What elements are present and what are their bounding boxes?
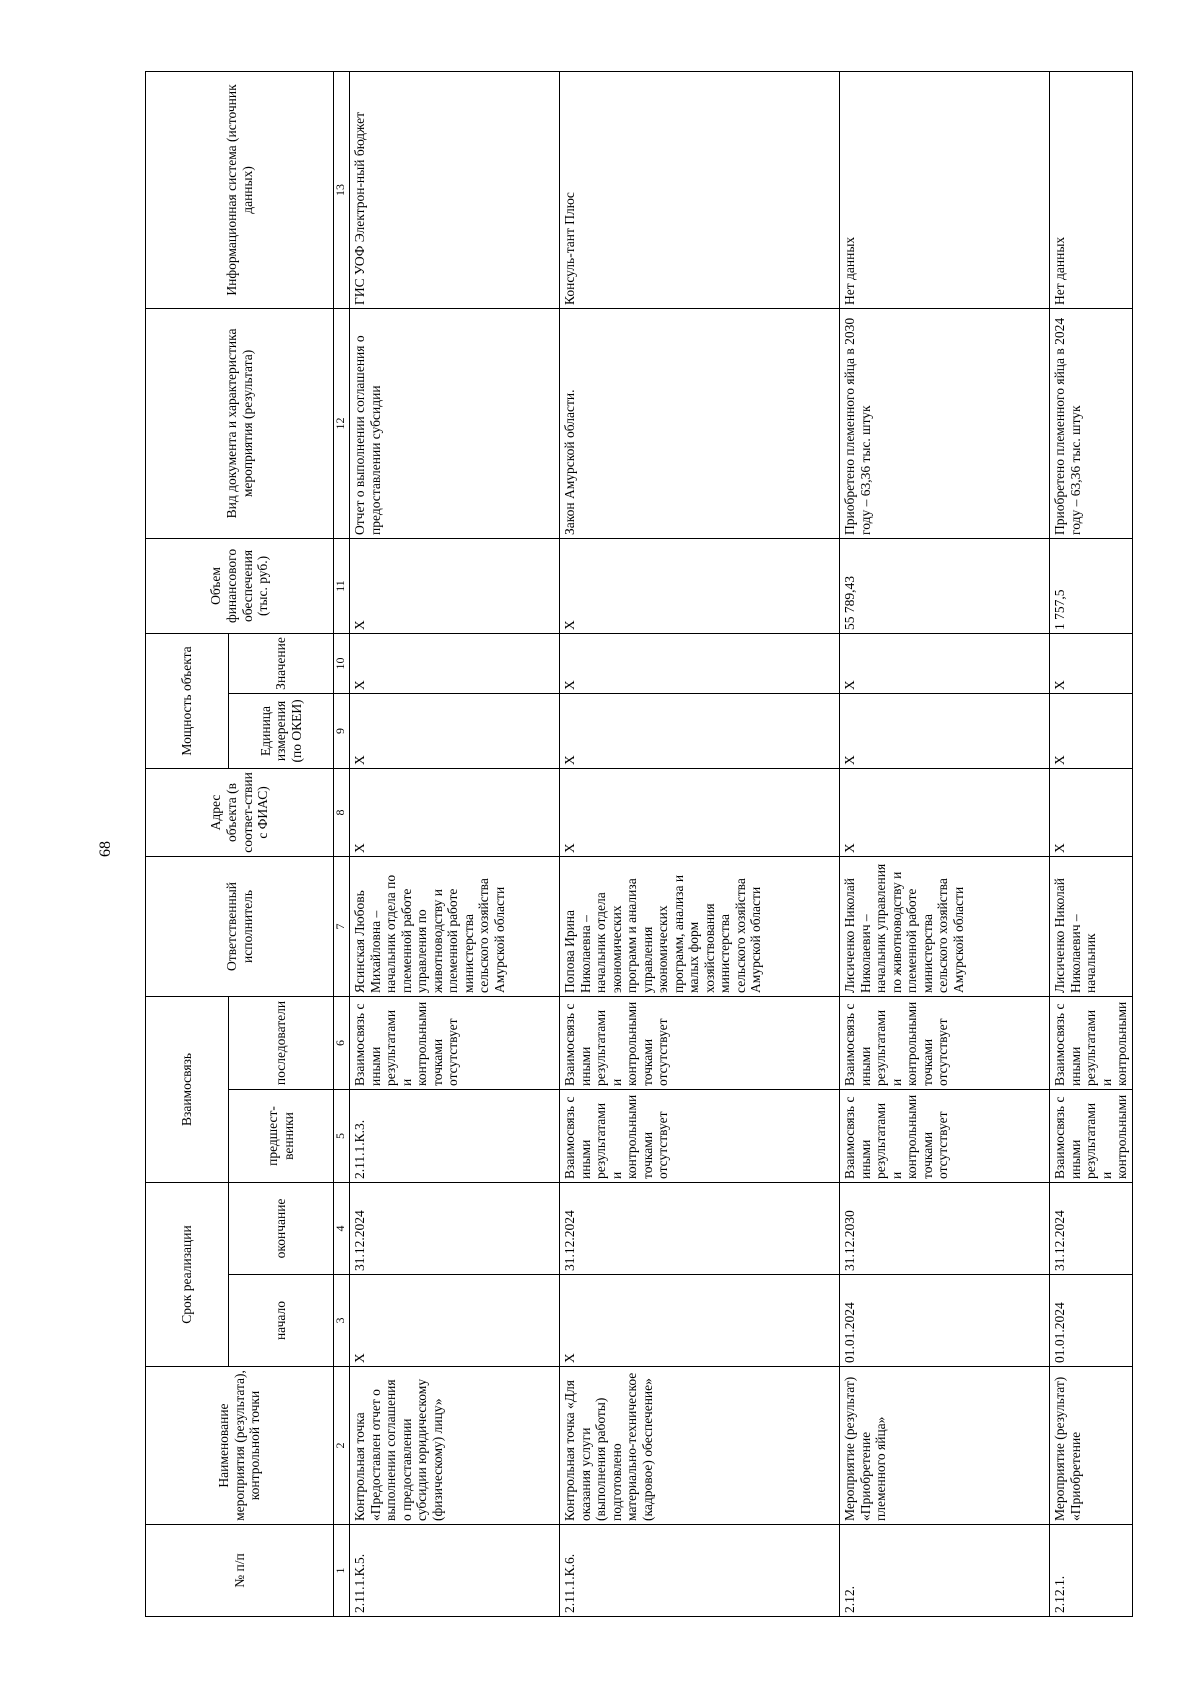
cell-resp: Попова Ирина Николаевна – начальник отдела экономических программ и анализа управления экономических программ, анализа и малых форм хозяйствования министерства сельского хозяйства Амурской области — [560, 856, 840, 996]
cell-num: 2.12.1. — [1050, 1525, 1133, 1617]
header-doc: Вид документа и характеристика мероприятия (результата) — [146, 308, 334, 538]
cell-num: 2.12. — [840, 1525, 1050, 1617]
table-row — [1050, 71, 1133, 1616]
cell-val: X — [840, 633, 1050, 693]
col-num: 8 — [334, 768, 350, 856]
header-power: Мощность объекта — [146, 633, 229, 768]
cell-info: Нет данных — [1050, 71, 1133, 308]
col-num: 10 — [334, 633, 350, 693]
cell-info: Нет данных — [840, 71, 1050, 308]
cell-resp: Лисиченко Николай Николаевич – начальник — [1050, 856, 1133, 996]
header-num: № п/п — [146, 1525, 334, 1617]
activities-table — [145, 71, 1133, 1617]
cell-next: Взаимосвязь с иными результатами и контрольными точками отсутствует — [560, 996, 840, 1089]
cell-end: 31.12.2024 — [1050, 1182, 1133, 1274]
header-power-val: Значение — [229, 633, 334, 693]
cell-info: Консуль-тант Плюс — [560, 71, 840, 308]
header-link: Взаимосвязь — [146, 996, 229, 1182]
landscape-table-area — [145, 72, 1130, 1617]
col-num: 2 — [334, 1367, 350, 1525]
cell-info: ГИС УОФ Электрон-ный бюджет — [350, 71, 560, 308]
column-number-row — [334, 71, 350, 1616]
col-num: 7 — [334, 856, 350, 996]
col-num: 12 — [334, 308, 350, 538]
cell-val: X — [350, 633, 560, 693]
header-row-1 — [146, 71, 229, 1616]
cell-fin: X — [560, 538, 840, 633]
cell-next: Взаимосвязь с иными результатами и контрольными точками отсутствует — [840, 996, 1050, 1089]
header-addr: Адрес объекта (в соответ-ствии с ФИАС) — [146, 768, 334, 856]
header-power-unit: Единица измерения (по ОКЕИ) — [229, 693, 334, 768]
col-num: 1 — [334, 1525, 350, 1617]
cell-addr: X — [560, 768, 840, 856]
cell-addr: X — [350, 768, 560, 856]
cell-end: 31.12.2024 — [560, 1182, 840, 1274]
cell-name: Мероприятие (результат) «Приобретение племенного яйца» — [840, 1367, 1050, 1525]
header-link-prev: предшест-венники — [229, 1089, 334, 1182]
cell-fin: 1 757,5 — [1050, 538, 1133, 633]
cell-resp: Ясинская Любовь Михайловна – начальник отдела по племенной работе управления по животноводству и племенной работе министерства сельского хозяйства Амурской области — [350, 856, 560, 996]
cell-val: X — [560, 633, 840, 693]
cell-resp: Лисиченко Николай Николаевич – начальник управления по животноводству и племенной работе министерства сельского хозяйства Амурской области — [840, 856, 1050, 996]
col-num: 4 — [334, 1182, 350, 1274]
col-num: 3 — [334, 1275, 350, 1367]
header-term-end: окончание — [229, 1182, 334, 1274]
cell-doc: Отчет о выполнении соглашения о предоставлении субсидии — [350, 308, 560, 538]
page-number: 68 — [97, 841, 114, 857]
cell-prev: 2.11.1.К.3. — [350, 1089, 560, 1182]
cell-unit: X — [840, 693, 1050, 768]
col-num: 11 — [334, 538, 350, 633]
cell-doc: Приобретено племенного яйца в 2030 году – 63,36 тыс. штук — [840, 308, 1050, 538]
cell-name: Мероприятие (результат) «Приобретение — [1050, 1367, 1133, 1525]
cell-next: Взаимосвязь с иными результатами и контрольными — [1050, 996, 1133, 1089]
cell-addr: X — [1050, 768, 1133, 856]
cell-unit: X — [350, 693, 560, 768]
col-num: 13 — [334, 71, 350, 308]
cell-unit: X — [560, 693, 840, 768]
cell-start: X — [560, 1275, 840, 1367]
col-num: 9 — [334, 693, 350, 768]
cell-val: X — [1050, 633, 1133, 693]
cell-addr: X — [840, 768, 1050, 856]
cell-doc: Приобретено племенного яйца в 2024 году – 63,36 тыс. штук — [1050, 308, 1133, 538]
cell-start: 01.01.2024 — [840, 1275, 1050, 1367]
cell-fin: 55 789,43 — [840, 538, 1050, 633]
cell-name: Контрольная точка «Для оказания услуги (выполнения работы) подготовлено материально-техническое (кадровое) обеспечение» — [560, 1367, 840, 1525]
cell-prev: Взаимосвязь с иными результатами и контрольными — [1050, 1089, 1133, 1182]
cell-next: Взаимосвязь с иными результатами и контрольными точками отсутствует — [350, 996, 560, 1089]
cell-end: 31.12.2024 — [350, 1182, 560, 1274]
cell-end: 31.12.2030 — [840, 1182, 1050, 1274]
header-name: Наименование мероприятия (результата), контрольной точки — [146, 1367, 334, 1525]
header-fin: Объем финансового обеспечения (тыс. руб.) — [146, 538, 334, 633]
header-info: Информационная система (источник данных) — [146, 71, 334, 308]
header-term: Срок реализации — [146, 1182, 229, 1366]
header-link-next: последователи — [229, 996, 334, 1089]
cell-num: 2.11.1.К.6. — [560, 1525, 840, 1617]
header-resp: Ответственный исполнитель — [146, 856, 334, 996]
cell-num: 2.11.1.К.5. — [350, 1525, 560, 1617]
header-term-start: начало — [229, 1275, 334, 1367]
table-row — [840, 71, 1050, 1616]
cell-start: 01.01.2024 — [1050, 1275, 1133, 1367]
table-row — [560, 71, 840, 1616]
cell-name: Контрольная точка «Предоставлен отчет о выполнении соглашения о предоставлении субсидии юридическому (физическому) лицу» — [350, 1367, 560, 1525]
cell-unit: X — [1050, 693, 1133, 768]
cell-fin: X — [350, 538, 560, 633]
cell-start: X — [350, 1275, 560, 1367]
table-row — [350, 71, 560, 1616]
cell-prev: Взаимосвязь с иными результатами и контрольными точками отсутствует — [560, 1089, 840, 1182]
col-num: 6 — [334, 996, 350, 1089]
cell-doc: Закон Амурской области. — [560, 308, 840, 538]
cell-prev: Взаимосвязь с иными результатами и контрольными точками отсутствует — [840, 1089, 1050, 1182]
col-num: 5 — [334, 1089, 350, 1182]
